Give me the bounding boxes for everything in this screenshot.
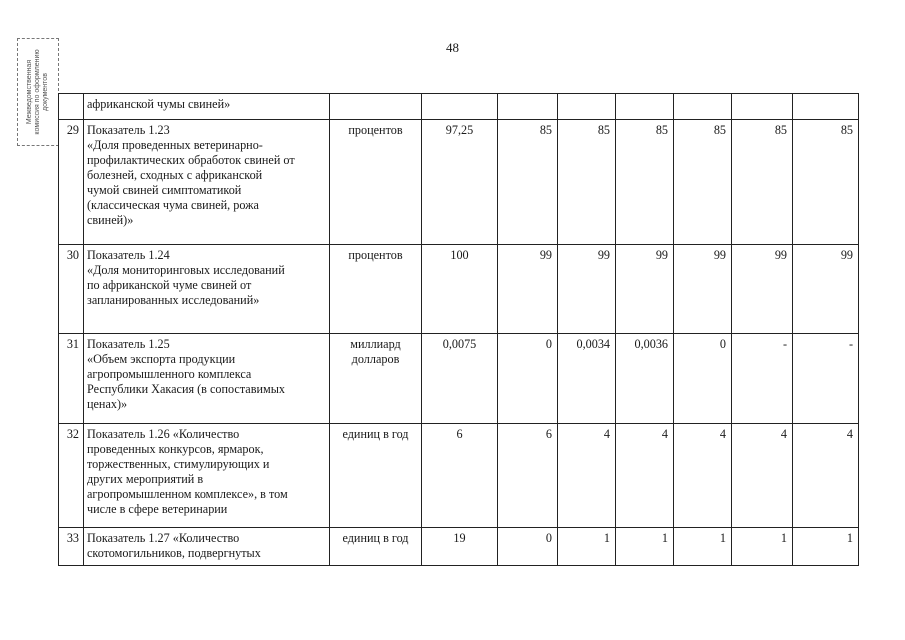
indicator-name-line: других мероприятий в [87,472,204,486]
indicator-name-line: «Доля проведенных ветеринарно- [87,138,263,152]
value-cell [558,94,616,120]
value-cell: 99 [674,245,732,334]
value-cell: 85 [674,120,732,245]
indicator-name-line: Показатель 1.27 «Количество [87,531,240,545]
indicator-name-line: агропромышленного комплекса [87,367,252,381]
value-cell: 100 [422,245,498,334]
unit-of-measure [330,120,422,245]
indicator-name-line: свиней)» [87,213,134,227]
unit-of-measure [330,94,422,120]
indicator-name-line: Показатель 1.23 [87,123,170,137]
unit-line: процентов [348,248,403,262]
indicator-name-line: чумой свиней симптоматикой [87,183,242,197]
page-number: 48 [446,40,459,55]
unit-of-measure [330,528,422,566]
indicator-name-line: «Объем экспорта продукции [87,352,236,366]
row-number [59,94,84,120]
value-cell: 0 [674,334,732,424]
value-cell [422,94,498,120]
value-cell: 0,0034 [558,334,616,424]
row-number: 29 [59,120,84,245]
value-cell: 1 [732,528,793,566]
indicator-name [84,245,330,334]
value-cell: 99 [498,245,558,334]
indicator-name-line: профилактических обработок свиней от [87,153,295,167]
table-body [59,94,859,566]
value-cell: 99 [616,245,674,334]
value-cell: 85 [558,120,616,245]
unit-line: долларов [351,352,400,366]
unit-line: процентов [348,123,403,137]
indicator-name [84,120,330,245]
registration-stamp [17,38,59,146]
unit-line: миллиард [350,337,401,351]
unit-of-measure [330,245,422,334]
value-cell: 97,25 [422,120,498,245]
value-cell: 85 [732,120,793,245]
value-cell [498,94,558,120]
indicator-name-line: Показатель 1.25 [87,337,170,351]
indicator-name-line: (классическая чума свиней, рожа [87,198,259,212]
table-row [59,334,859,424]
value-cell: - [732,334,793,424]
value-cell: 4 [674,424,732,528]
row-number: 32 [59,424,84,528]
value-cell: 6 [422,424,498,528]
unit-line: единиц в год [342,427,409,441]
value-cell: 6 [498,424,558,528]
table-row [59,528,859,566]
indicator-name-line: запланированных исследований» [87,293,260,307]
value-cell: 99 [558,245,616,334]
row-number: 30 [59,245,84,334]
value-cell: 19 [422,528,498,566]
value-cell [793,94,859,120]
indicator-name-line: «Доля мониторинговых исследований [87,263,285,277]
value-cell: 4 [732,424,793,528]
row-number: 33 [59,528,84,566]
row-number: 31 [59,334,84,424]
indicator-name [84,424,330,528]
value-cell: 4 [558,424,616,528]
indicators-table [58,93,859,566]
indicator-name-line: болезней, сходных с африканской [87,168,263,182]
unit-line: единиц в год [342,531,409,545]
indicator-name-line: скотомогильников, подвергнутых [87,546,261,560]
value-cell: 99 [793,245,859,334]
indicator-name-line: торжественных, стимулирующих и [87,457,270,471]
value-cell: - [793,334,859,424]
value-cell: 0,0036 [616,334,674,424]
indicator-name [84,334,330,424]
value-cell: 4 [793,424,859,528]
indicator-name-line: проведенных конкурсов, ярмарок, [87,442,264,456]
value-cell: 1 [616,528,674,566]
value-cell: 99 [732,245,793,334]
indicator-name [84,528,330,566]
stamp-text [26,40,50,144]
indicator-name-line: Показатель 1.24 [87,248,170,262]
value-cell: 0 [498,334,558,424]
table-row [59,245,859,334]
value-cell: 0 [498,528,558,566]
table-row [59,424,859,528]
table-row [59,94,859,120]
indicator-name-line: ценах)» [87,397,128,411]
value-cell [674,94,732,120]
indicator-name-line: Республики Хакасия (в сопоставимых [87,382,285,396]
value-cell: 85 [498,120,558,245]
unit-of-measure [330,334,422,424]
indicator-name-line: числе в сфере ветеринарии [87,502,228,516]
value-cell: 1 [674,528,732,566]
stamp-line: комиссия по оформлению [34,49,41,135]
unit-of-measure [330,424,422,528]
stamp-line: документов [42,73,49,111]
table-row [59,120,859,245]
value-cell: 4 [616,424,674,528]
indicator-name [84,94,330,120]
stamp-line: Межведомственная [26,59,33,125]
value-cell: 1 [558,528,616,566]
value-cell: 85 [616,120,674,245]
indicator-name-line: африканской чумы свиней» [87,97,231,111]
value-cell: 85 [793,120,859,245]
value-cell: 1 [793,528,859,566]
indicator-name-line: агропромышленном комплексе», в том [87,487,288,501]
indicator-name-line: по африканской чуме свиней от [87,278,252,292]
value-cell [616,94,674,120]
indicator-name-line: Показатель 1.26 «Количество [87,427,240,441]
value-cell: 0,0075 [422,334,498,424]
value-cell [732,94,793,120]
